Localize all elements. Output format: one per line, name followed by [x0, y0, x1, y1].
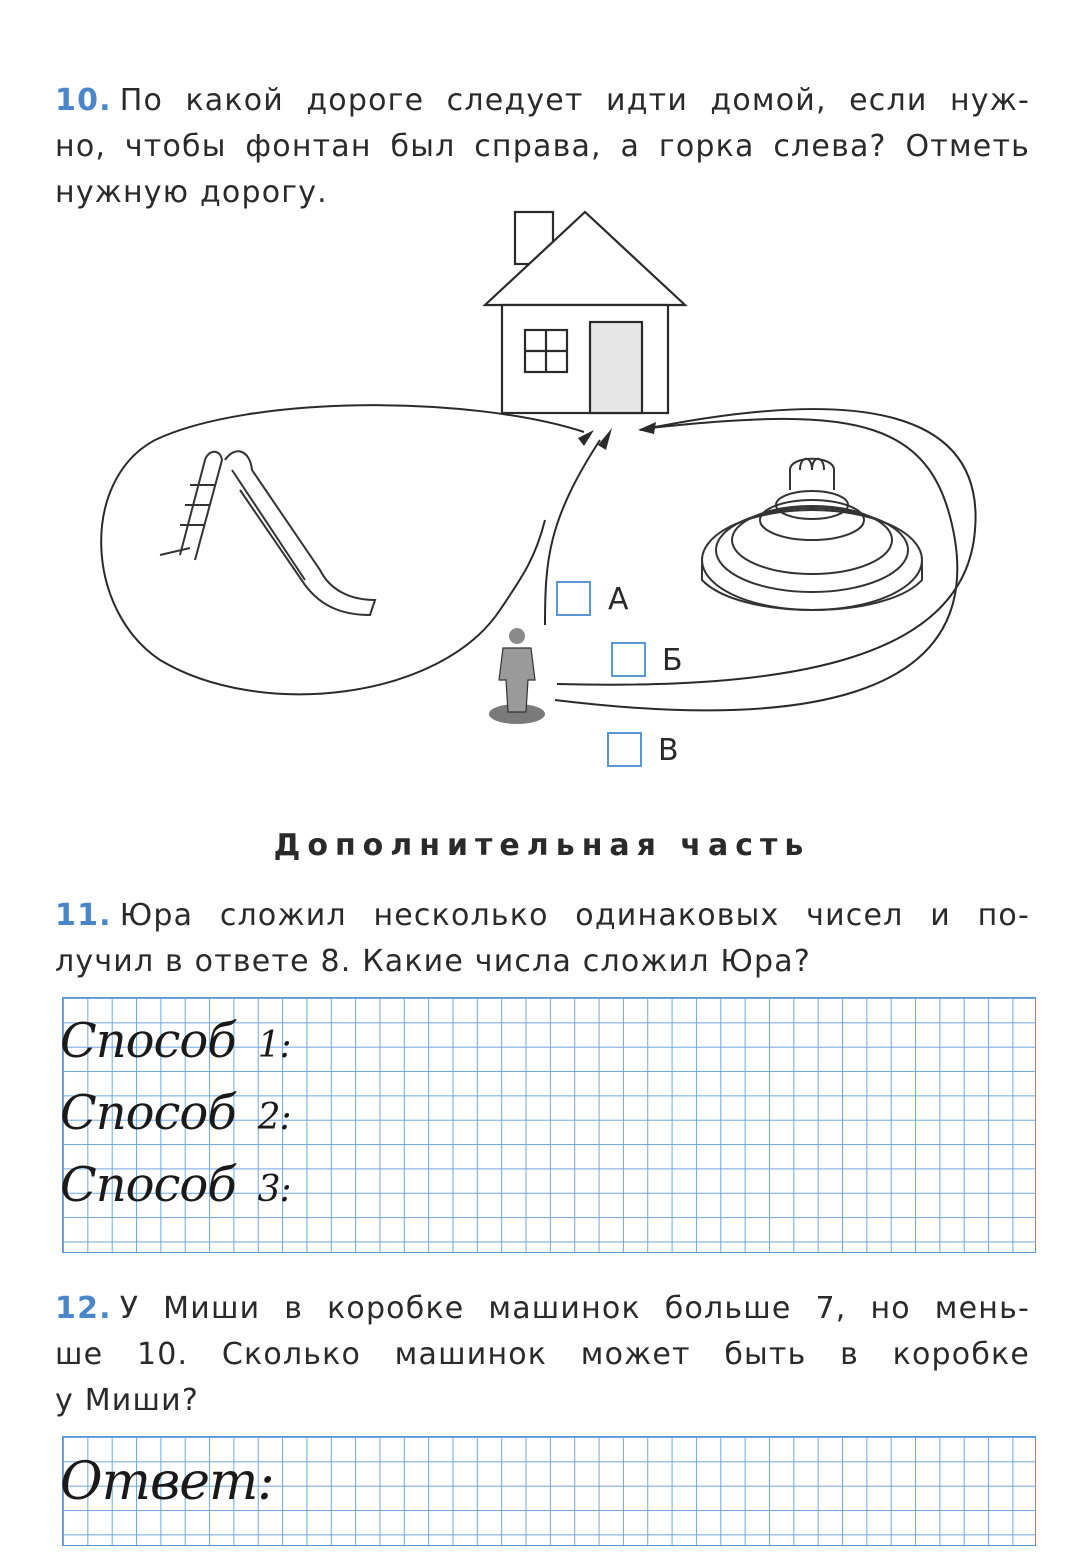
option-c[interactable]	[608, 733, 679, 768]
fountain-icon	[702, 459, 922, 610]
task-11	[55, 893, 1030, 985]
checkbox-b[interactable]	[612, 643, 645, 676]
task-text-line: У Миши в коробке машинок больше 7, но мень-	[119, 1291, 1030, 1326]
task-text-line: нужную дорогу.	[55, 175, 328, 210]
task-12	[55, 1286, 1030, 1424]
handwritten-way-3: Способ 3:	[60, 1157, 291, 1213]
option-b[interactable]	[612, 643, 683, 678]
option-b-label: Б	[662, 643, 683, 678]
checkbox-a[interactable]	[557, 582, 590, 615]
task-text-line: у Миши?	[55, 1383, 199, 1418]
checkbox-v[interactable]	[608, 733, 641, 766]
option-a[interactable]	[557, 582, 629, 617]
arrow-icons	[578, 422, 656, 450]
task-text-line: Юра сложил несколько одинаковых чисел и по-	[119, 898, 1030, 933]
task-number: 11.	[55, 898, 112, 933]
section-title: Дополнительная часть	[273, 828, 811, 863]
route-illustration	[0, 200, 1084, 790]
task-number: 10.	[55, 83, 112, 118]
slide-icon	[160, 451, 375, 615]
handwritten-answer: Ответ:	[60, 1452, 274, 1512]
handwritten-way-1: Способ 1:	[60, 1013, 291, 1069]
task-text-line: ше 10. Сколько машинок может быть в коробке	[55, 1337, 1030, 1372]
task-text-line: По какой дороге следует идти домой, если нуж-	[119, 83, 1030, 118]
task-text-line: лучил в ответе 8. Какие числа сложил Юра?	[55, 944, 811, 979]
task-10	[55, 78, 1030, 216]
task-text-line: но, чтобы фонтан был справа, а горка слева? Отметь	[55, 129, 1030, 164]
handwritten-way-2: Способ 2:	[60, 1085, 291, 1141]
person-icon	[489, 628, 545, 724]
house-icon	[485, 212, 685, 413]
option-a-label: А	[608, 582, 629, 617]
task-number: 12.	[55, 1291, 112, 1326]
option-v-label: В	[658, 733, 679, 768]
